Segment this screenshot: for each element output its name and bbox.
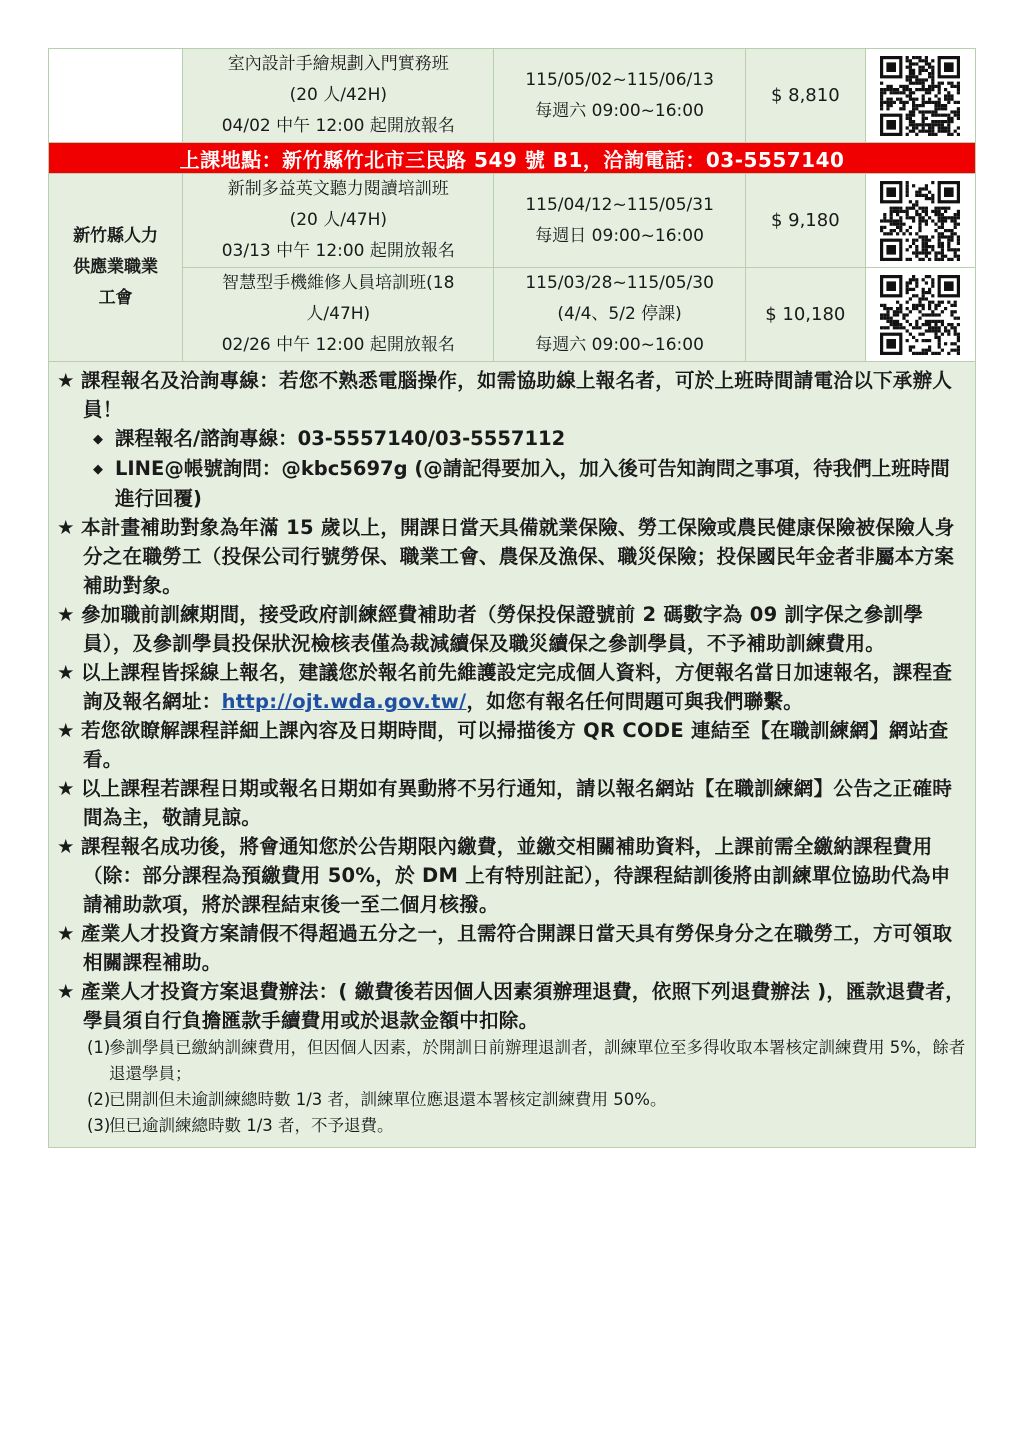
location-banner: 上課地點：新竹縣竹北市三民路 549 號 B1，洽詢電話：03-5557140 <box>49 143 976 174</box>
refund-rule-text: 已開訓但未逾訓練總時數 1/3 者，訓練單位應退還本署核定訓練費用 50%。 <box>109 1090 667 1109</box>
star-icon: ★ <box>57 661 75 684</box>
course-table <box>48 48 976 362</box>
note-text: 以上課程皆採線上報名，建議您於報名前先維護設定完成個人資料，方便報名當日加速報名，課程查詢及報名網址： <box>81 661 953 713</box>
qr-code-icon[interactable] <box>880 181 960 261</box>
course-price: $ 10,180 <box>745 268 865 362</box>
note-text: 課程報名及洽詢專線：若您不熟悉電腦操作，如需協助線上報名者，可於上班時間請電洽以下承辦人員！ <box>81 369 953 421</box>
org-cell <box>49 49 183 143</box>
location-banner-row <box>49 143 976 174</box>
date-cell <box>494 268 745 362</box>
course-schedule: 每週六 09:00~16:00 <box>535 100 704 121</box>
star-icon: ★ <box>57 719 75 742</box>
refund-rule-number: (3) <box>87 1116 111 1135</box>
course-signup: 03/13 中午 12:00 起開放報名 <box>221 241 455 261</box>
star-icon: ★ <box>57 835 75 858</box>
org-cell <box>49 174 183 362</box>
star-icon: ★ <box>57 516 75 539</box>
note-text: 若您欲瞭解課程詳細上課內容及日期時間，可以掃描後方 QR CODE 連結至【在職訓練網】網站查看。 <box>81 719 949 771</box>
note-item <box>57 977 967 1035</box>
course-cell <box>183 49 494 143</box>
date-cell <box>494 174 745 268</box>
qr-code-icon[interactable] <box>880 275 960 355</box>
table-row <box>49 268 976 362</box>
star-icon: ★ <box>57 369 75 392</box>
note-text: 以上課程若課程日期或報名日期如有異動將不另行通知，請以報名網站【在職訓練網】公告之正確時間為主，敬請見諒。 <box>81 777 953 829</box>
note-sub-text: LINE@帳號詢問：@kbc5697g (@請記得要加入，加入後可告知詢問之事項，待我們上班時間進行回覆) <box>115 457 950 510</box>
course-date-note: (4/4、5/2 停課) <box>557 304 682 324</box>
course-cell <box>183 268 494 362</box>
org-name-line: 工會 <box>98 288 133 308</box>
note-item <box>57 832 967 919</box>
course-size: (20 人/47H) <box>289 210 388 230</box>
course-schedule: 每週六 09:00~16:00 <box>535 335 704 355</box>
note-item <box>57 716 967 774</box>
note-item <box>57 600 967 658</box>
note-item <box>57 658 967 716</box>
qr-cell <box>865 49 975 143</box>
course-size: 人/47H) <box>306 304 371 324</box>
refund-rule-text: 參訓學員已繳納訓練費用，但因個人因素，於開訓日前辦理退訓者，訓練單位至多得收取本署核定訓練費用 5%，餘者退還學員； <box>109 1038 966 1083</box>
course-cell <box>183 174 494 268</box>
star-icon: ★ <box>57 603 75 626</box>
note-sub-item <box>57 454 967 513</box>
note-text: 產業人才投資方案退費辦法：( 繳費後若因個人因素須辦理退費，依照下列退費辦法 )，匯款退費者，學員須自行負擔匯款手續費用或於退款金額中扣除。 <box>81 980 966 1032</box>
note-sub-text: 課程報名/諮詢專線：03-5557140/03-5557112 <box>115 427 566 450</box>
qr-code-icon[interactable] <box>880 56 960 136</box>
date-cell <box>494 49 745 143</box>
course-title: 新制多益英文聽力閱讀培訓班 <box>227 179 449 199</box>
refund-rule-text: 但已逾訓練總時數 1/3 者，不予退費。 <box>109 1116 394 1135</box>
note-item <box>57 919 967 977</box>
note-text: 參加職前訓練期間，接受政府訓練經費補助者（勞保投保證號前 2 碼數字為 09 訓字保之參訓學員），及參訓學員投保狀況檢核表僅為裁減續保及職災續保之參訓學員，不予補助訓練費用。 <box>81 603 924 655</box>
refund-rule-number: (2) <box>87 1090 111 1109</box>
qr-cell <box>865 174 975 268</box>
note-item <box>57 513 967 600</box>
org-name-line: 新竹縣人力 <box>73 226 159 246</box>
course-schedule: 每週日 09:00~16:00 <box>535 225 704 246</box>
star-icon: ★ <box>57 777 75 800</box>
refund-rule <box>57 1087 967 1113</box>
star-icon: ★ <box>57 922 75 945</box>
refund-rule-number: (1) <box>87 1038 111 1057</box>
org-name-line: 供應業職業 <box>73 257 159 277</box>
course-price: $ 9,180 <box>745 174 865 268</box>
note-item <box>57 366 967 424</box>
course-date-range: 115/05/02~115/06/13 <box>525 69 714 90</box>
notes-panel <box>48 362 976 1148</box>
course-date-range: 115/03/28~115/05/30 <box>525 273 714 293</box>
course-flyer <box>48 48 976 1148</box>
course-signup: 02/26 中午 12:00 起開放報名 <box>221 335 455 355</box>
course-price: $ 8,810 <box>745 49 865 143</box>
qr-cell <box>865 268 975 362</box>
registration-link[interactable]: http://ojt.wda.gov.tw/ <box>221 690 467 713</box>
note-item <box>57 774 967 832</box>
course-title: 室內設計手繪規劃入門實務班 <box>227 54 449 74</box>
table-row <box>49 49 976 143</box>
course-size: (20 人/42H) <box>289 85 388 105</box>
course-signup: 04/02 中午 12:00 起開放報名 <box>221 116 455 136</box>
table-row <box>49 174 976 268</box>
note-sub-item <box>57 424 967 454</box>
note-text: 本計畫補助對象為年滿 15 歲以上，開課日當天具備就業保險、勞工保險或農民健康保險被保險人身分之在職勞工（投保公司行號勞保、職業工會、農保及漁保、職災保險；投保國民年金者非屬本方案補助對象。 <box>81 516 955 597</box>
note-text: 產業人才投資方案請假不得超過五分之一，且需符合開課日當天具有勞保身分之在職勞工，方可領取相關課程補助。 <box>81 922 953 974</box>
diamond-bullet-icon: ◆ <box>93 462 103 477</box>
star-icon: ★ <box>57 980 75 1003</box>
course-title: 智慧型手機維修人員培訓班(18 <box>222 273 455 293</box>
course-date-range: 115/04/12~115/05/31 <box>525 194 714 215</box>
note-text: 課程報名成功後，將會通知您於公告期限內繳費，並繳交相關補助資料，上課前需全繳納課程費用（除：部分課程為預繳費用 50%，於 DM 上有特別註記），待課程結訓後將由訓練單位協助代為申請補助款項，將於課程結束後一至二個月核撥。 <box>81 835 951 916</box>
diamond-bullet-icon: ◆ <box>93 432 103 447</box>
refund-rule <box>57 1113 967 1139</box>
refund-rule <box>57 1035 967 1087</box>
note-text: ，如您有報名任何問題可與我們聯繫。 <box>466 690 804 713</box>
